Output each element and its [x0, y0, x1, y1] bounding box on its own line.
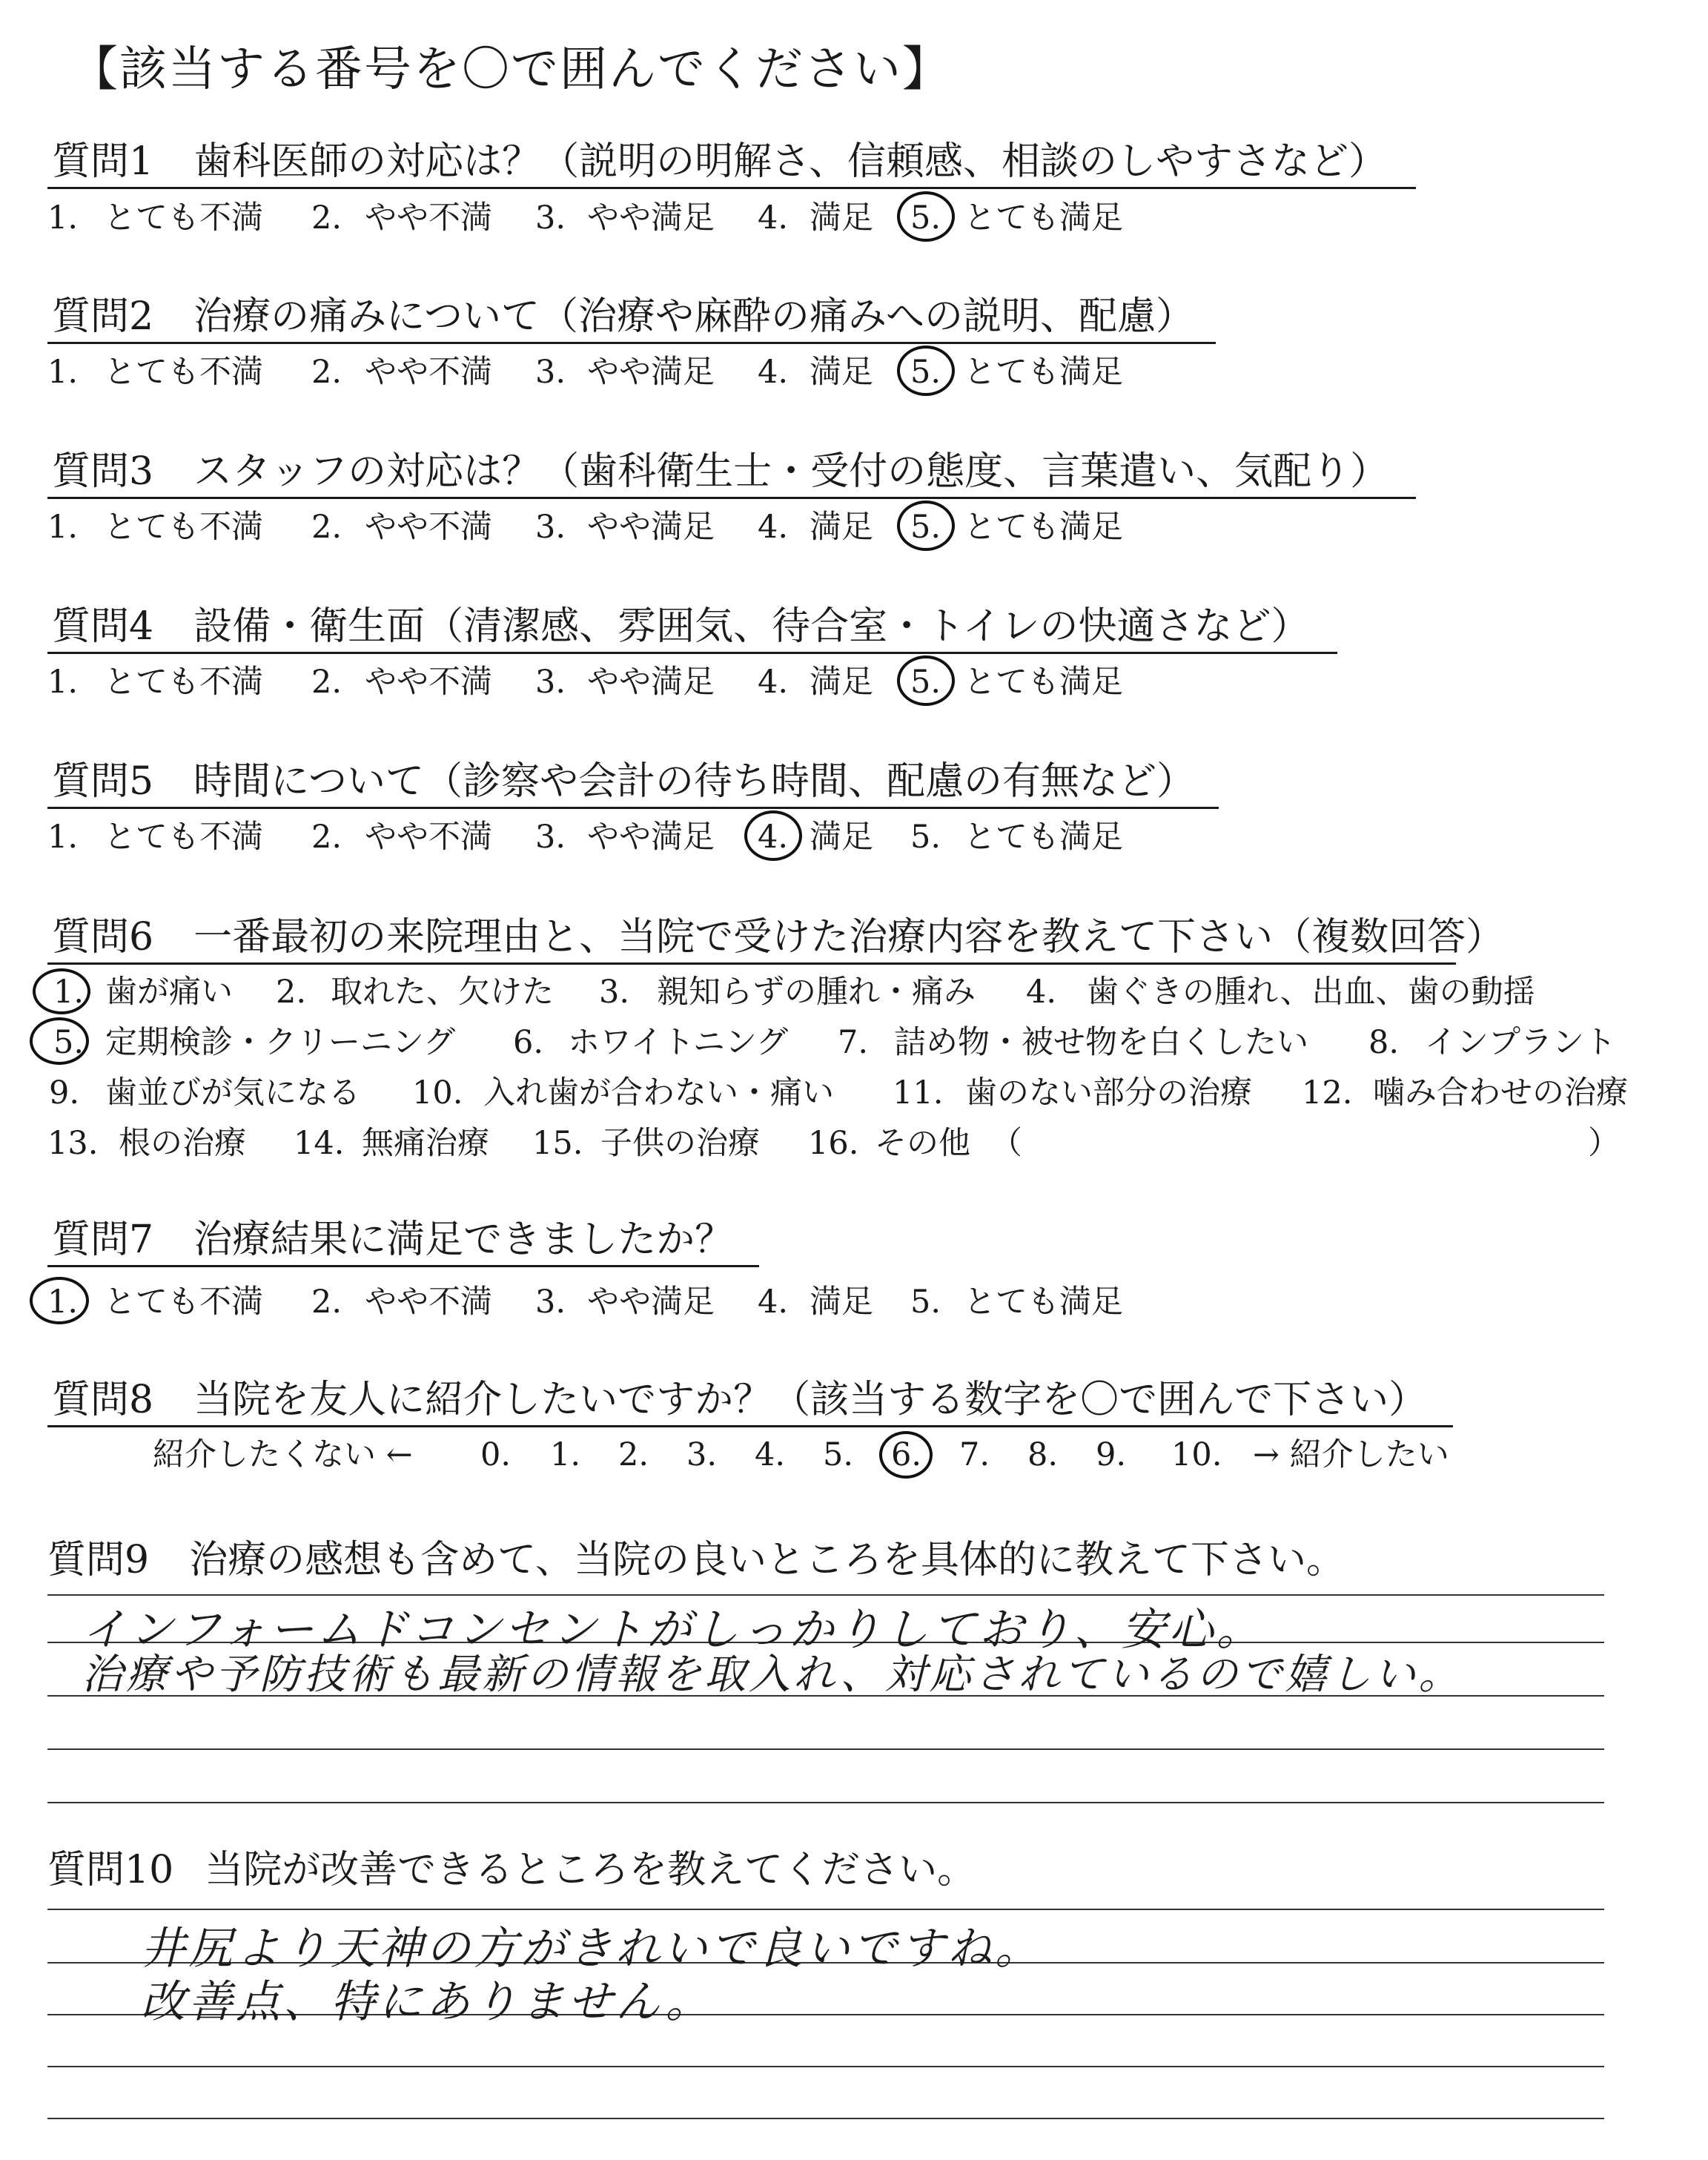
option-number: 4. [758, 819, 789, 856]
option-label: やや不満 [365, 1284, 492, 1321]
selected-circle-q6-option-5 [30, 1017, 89, 1065]
option-number: 14. [294, 1125, 345, 1162]
selected-circle-q7 [30, 1277, 89, 1324]
question-10-answer-line-2: 改善点、特にありません。 [141, 1976, 713, 2028]
scale-value: 2. [618, 1436, 649, 1473]
option-label: とても満足 [964, 819, 1123, 856]
question-2-options [0, 351, 1708, 393]
option-number: 2. [311, 354, 342, 391]
option-number: 1. [47, 199, 79, 237]
option-label: 根の治療 [119, 1125, 246, 1162]
scale-value: 5. [823, 1436, 854, 1473]
scale-value: 10. [1171, 1436, 1222, 1473]
option-number: 9. [49, 1074, 80, 1112]
question-4-heading [52, 603, 1310, 650]
scale-value: 1. [550, 1436, 581, 1473]
selected-circle-q1 [897, 191, 955, 242]
question-4-underline [47, 652, 1337, 654]
question-5-number: 質問5 [52, 759, 154, 804]
option-label: やや満足 [587, 354, 715, 391]
scale-value: 6. [891, 1436, 922, 1473]
question-2-heading [52, 293, 1194, 340]
scale-value: 4. [755, 1436, 786, 1473]
option-label: 満足 [810, 354, 873, 391]
option-number: 5. [910, 509, 941, 546]
answer-line [47, 1748, 1604, 1750]
question-7-text: 治療結果に満足できましたか？ [193, 1218, 734, 1262]
option-number: 3. [535, 1284, 566, 1321]
option-number: 3. [535, 509, 566, 546]
option-number: 5. [910, 354, 941, 391]
question-8-text: 当院を友人に紹介したいですか？（該当する数字を〇で囲んで下さい） [193, 1378, 1428, 1422]
question-4-options [0, 661, 1708, 703]
option-number: 10. [412, 1074, 463, 1112]
question-10-number: 質問10 [47, 1848, 174, 1892]
selected-circle-q8 [879, 1431, 933, 1479]
question-6-options-row-2 [0, 1022, 1708, 1063]
question-10-heading [47, 1846, 976, 1894]
option-label: やや不満 [365, 199, 492, 237]
question-6-options-row-4 [0, 1123, 1708, 1164]
option-label: 満足 [810, 509, 873, 546]
answer-line [47, 1909, 1604, 1910]
question-7-options [0, 1281, 1708, 1323]
question-6-number: 質問6 [52, 915, 154, 960]
option-number: 4. [758, 199, 789, 237]
scale-left-label: 紹介したくない ← [153, 1436, 413, 1473]
option-number: 1. [53, 974, 85, 1011]
question-6-options-row-1 [0, 971, 1708, 1013]
option-label: 満足 [810, 1284, 873, 1321]
option-number: 3. [535, 819, 566, 856]
option-label: 入れ歯が合わない・痛い [483, 1074, 834, 1112]
option-number: 15. [532, 1125, 583, 1162]
option-number: 5. [910, 199, 941, 237]
option-label: とても不満 [104, 819, 263, 856]
question-3-text: スタッフの対応は？（歯科衛生士・受付の態度、言葉遣い、気配り） [193, 449, 1389, 494]
question-10-text: 当院が改善できるところを教えてください。 [205, 1848, 976, 1892]
option-number: 3. [599, 974, 630, 1011]
question-2-number: 質問2 [52, 294, 154, 339]
option-label: その他 [875, 1125, 970, 1162]
option-number: 2. [276, 974, 307, 1011]
question-5-options [0, 816, 1708, 858]
question-1-underline [47, 187, 1416, 189]
option-number: 1. [47, 664, 79, 701]
question-7-underline [47, 1265, 759, 1267]
scale-value: 9. [1096, 1436, 1127, 1473]
option-number: 5. [910, 664, 941, 701]
question-1-heading [52, 138, 1387, 185]
option-number: 2. [311, 819, 342, 856]
option-number: 4. [758, 1284, 789, 1321]
question-9-heading [47, 1536, 1345, 1584]
question-3-underline [47, 497, 1416, 499]
option-label: やや不満 [365, 509, 492, 546]
scale-value: 0. [480, 1436, 512, 1473]
option-number: 3. [535, 664, 566, 701]
question-8-number: 質問8 [52, 1378, 154, 1422]
scale-value: 7. [959, 1436, 990, 1473]
option-label: やや満足 [587, 1284, 715, 1321]
option-label: とても満足 [964, 354, 1123, 391]
selected-circle-q6-option-1 [33, 968, 90, 1014]
question-1-number: 質問1 [52, 139, 154, 184]
answer-line [47, 1802, 1604, 1803]
option-label: やや満足 [587, 199, 715, 237]
question-8-scale [0, 1434, 1708, 1476]
question-6-heading [52, 914, 1504, 961]
option-label: とても不満 [104, 664, 263, 701]
question-3-number: 質問3 [52, 449, 154, 494]
option-label: 満足 [810, 664, 873, 701]
option-label: とても不満 [104, 1284, 263, 1321]
page-title: 【該当する番号を〇で囲んでください】 [70, 42, 951, 97]
option-label: やや満足 [587, 664, 715, 701]
option-label: 歯が痛い [105, 974, 233, 1011]
question-7-heading [52, 1216, 733, 1264]
option-label: とても満足 [964, 1284, 1123, 1321]
option-number: 4. [758, 354, 789, 391]
option-label: 噛み合わせの治療 [1373, 1074, 1628, 1112]
question-9-answer-line-1: インフォームドコンセントがしっかりしており、安心。 [82, 1604, 1264, 1656]
answer-line [47, 2118, 1604, 2119]
option-label: やや満足 [587, 819, 715, 856]
option-number: 2. [311, 664, 342, 701]
option-number: 7. [838, 1024, 869, 1061]
question-6-text: 一番最初の来院理由と、当院で受けた治療内容を教えて下さい（複数回答） [193, 915, 1505, 960]
question-5-underline [47, 807, 1219, 809]
option-number: 6. [513, 1024, 544, 1061]
option-label: 満足 [810, 819, 873, 856]
option-number: 13. [47, 1125, 99, 1162]
question-9-text: 治療の感想も含めて、当院の良いところを具体的に教えて下さい。 [189, 1538, 1345, 1582]
option-number: 4. [758, 509, 789, 546]
option-label: やや満足 [587, 509, 715, 546]
option-label: 定期検診・クリーニング [105, 1024, 456, 1061]
question-7-number: 質問7 [52, 1218, 154, 1262]
question-6-underline [47, 962, 1456, 965]
question-1-text: 歯科医師の対応は？（説明の明解さ、信頼感、相談のしやすさなど） [193, 139, 1388, 184]
question-10-answer-line-1: 井尻より天神の方がきれいで良いですね。 [141, 1923, 1042, 1975]
option-label: インプラント [1425, 1024, 1616, 1061]
option-label: やや不満 [365, 819, 492, 856]
option-label: とても不満 [104, 509, 263, 546]
question-3-options [0, 506, 1708, 548]
other-close-paren: ） [1588, 1125, 1620, 1162]
question-8-underline [47, 1425, 1453, 1427]
option-label: とても満足 [964, 509, 1123, 546]
question-6-options-row-3 [0, 1072, 1708, 1114]
option-label: 歯のない部分の治療 [965, 1074, 1252, 1112]
other-open-paren: （ [990, 1125, 1022, 1162]
option-label: とても不満 [104, 199, 263, 237]
option-number: 5. [53, 1024, 85, 1061]
option-number: 3. [535, 199, 566, 237]
option-number: 1. [47, 354, 79, 391]
question-9-answer-line-2: 治療や予防技術も最新の情報を取入れ、対応されているので嬉しい。 [82, 1651, 1463, 1699]
option-number: 5. [910, 819, 941, 856]
option-number: 1. [47, 819, 79, 856]
question-2-text: 治療の痛みについて（治療や麻酔の痛みへの説明、配慮） [193, 294, 1195, 339]
option-number: 5. [910, 1284, 941, 1321]
selected-circle-q5 [744, 810, 802, 861]
selected-circle-q4 [897, 655, 955, 706]
option-label: やや不満 [365, 664, 492, 701]
option-label: 無痛治療 [362, 1125, 489, 1162]
option-number: 2. [311, 509, 342, 546]
option-number: 2. [311, 199, 342, 237]
option-label: ホワイトニング [568, 1024, 789, 1061]
option-number: 16. [808, 1125, 859, 1162]
option-label: とても不満 [104, 354, 263, 391]
option-label: 取れた、欠けた [331, 974, 554, 1011]
option-label: 歯並びが気になる [105, 1074, 360, 1112]
option-number: 3. [535, 354, 566, 391]
question-1-options [0, 197, 1708, 239]
option-number: 8. [1368, 1024, 1400, 1061]
question-5-text: 時間について（診察や会計の待ち時間、配慮の有無など） [193, 759, 1196, 804]
scale-right-label: → 紹介したい [1253, 1436, 1449, 1473]
option-label: とても満足 [964, 664, 1123, 701]
option-number: 4. [758, 664, 789, 701]
question-4-text: 設備・衛生面（清潔感、雰囲気、待合室・トイレの快適さなど） [193, 604, 1310, 649]
option-number: 11. [893, 1074, 944, 1112]
option-number: 1. [47, 509, 79, 546]
question-8-heading [52, 1376, 1427, 1424]
scale-value: 8. [1027, 1436, 1059, 1473]
question-5-heading [52, 758, 1195, 805]
scale-value: 3. [686, 1436, 718, 1473]
question-3-heading [52, 448, 1388, 495]
question-4-number: 質問4 [52, 604, 154, 649]
option-label: とても満足 [964, 199, 1123, 237]
selected-circle-q2 [897, 346, 955, 396]
option-label: 親知らずの腫れ・痛み [657, 974, 976, 1011]
selected-circle-q3 [897, 501, 955, 551]
option-label: 満足 [810, 199, 873, 237]
option-label: 子供の治療 [600, 1125, 760, 1162]
option-number: 2. [311, 1284, 342, 1321]
option-number: 12. [1302, 1074, 1353, 1112]
option-label: 歯ぐきの腫れ、出血、歯の動揺 [1087, 974, 1535, 1011]
option-label: 詰め物・被せ物を白くしたい [894, 1024, 1308, 1061]
answer-line [47, 2066, 1604, 2067]
option-label: やや不満 [365, 354, 492, 391]
option-number: 4. [1026, 974, 1057, 1011]
option-number: 1. [47, 1284, 79, 1321]
question-2-underline [47, 342, 1216, 344]
question-9-number: 質問9 [47, 1538, 150, 1582]
